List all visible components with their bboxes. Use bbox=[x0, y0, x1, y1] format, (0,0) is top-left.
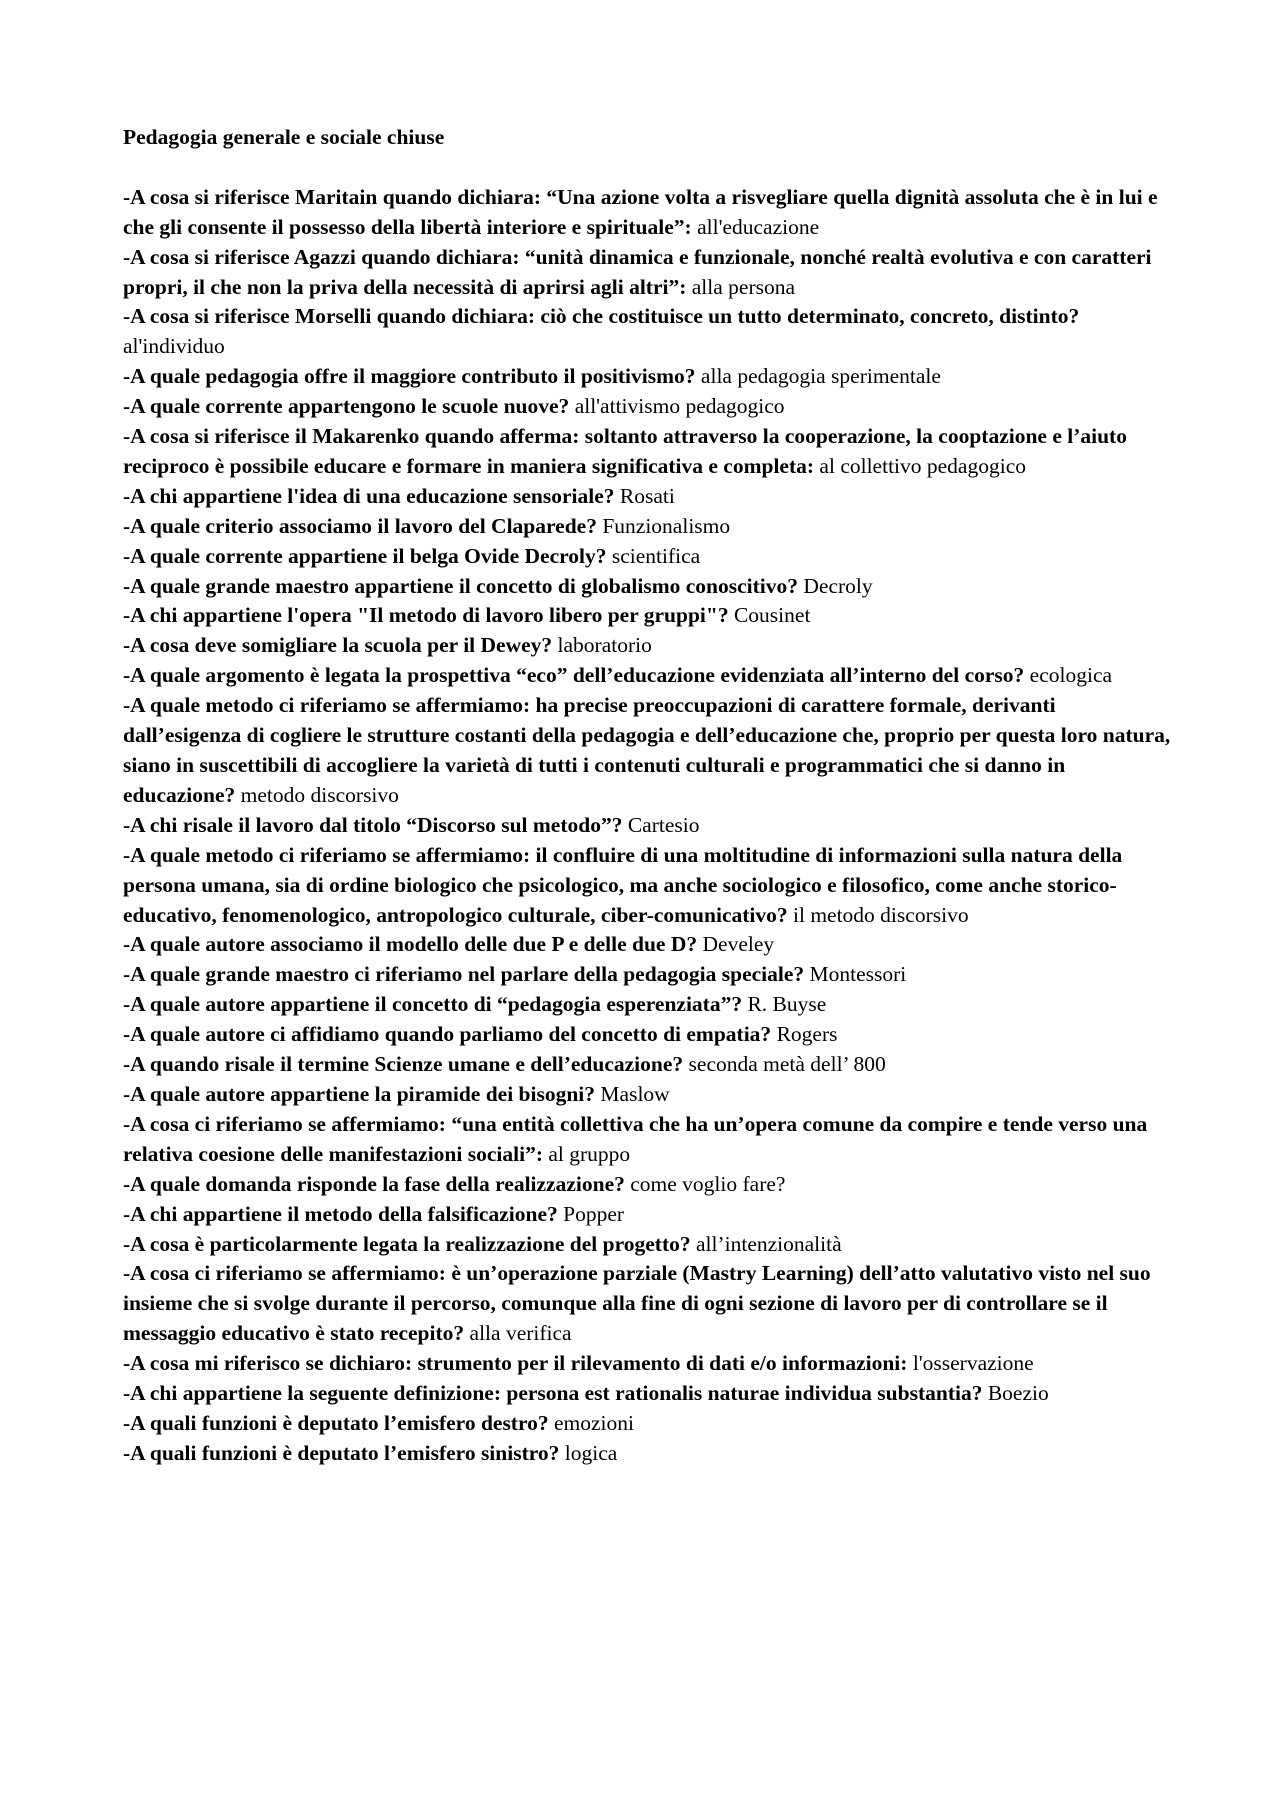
answer-text: all’intenzionalità bbox=[695, 1231, 842, 1256]
question-text: -A chi appartiene l'opera "Il metodo di lavoro libero per gruppi"? bbox=[123, 603, 729, 628]
question-answer-item bbox=[123, 811, 1173, 841]
question-text: -A quale autore ci affidiamo quando parliamo del concetto di empatia? bbox=[123, 1022, 772, 1047]
blank-line bbox=[123, 153, 1173, 183]
question-text: -A quale grande maestro appartiene il concetto di globalismo conoscitivo? bbox=[123, 573, 799, 598]
question-answer-item bbox=[123, 422, 1173, 482]
question-answer-item bbox=[123, 960, 1173, 990]
question-text: -A quale autore appartiene la piramide dei bisogni? bbox=[123, 1081, 596, 1106]
question-answer-item bbox=[123, 930, 1173, 960]
answer-text: Montessori bbox=[809, 962, 907, 987]
answer-text: ecologica bbox=[1029, 663, 1113, 688]
question-answer-item bbox=[123, 1349, 1173, 1379]
question-text: -A chi risale il lavoro dal titolo “Discorso sul metodo”? bbox=[123, 812, 623, 837]
question-answer-item bbox=[123, 1110, 1173, 1170]
question-answer-item bbox=[123, 572, 1173, 602]
question-text: -A chi appartiene il metodo della falsificazione? bbox=[123, 1201, 558, 1226]
question-answer-item bbox=[123, 1259, 1173, 1349]
answer-text: emozioni bbox=[554, 1410, 635, 1435]
question-text: -A chi appartiene la seguente definizione: persona est rationalis naturae individua substantia? bbox=[123, 1381, 983, 1406]
answer-text: Rogers bbox=[776, 1022, 838, 1047]
question-answer-item bbox=[123, 1050, 1173, 1080]
answer-text: l'osservazione bbox=[912, 1351, 1034, 1376]
question-answer-item bbox=[123, 1080, 1173, 1110]
question-text: -A quali funzioni è deputato l’emisfero destro? bbox=[123, 1410, 549, 1435]
answer-text: il metodo discorsivo bbox=[793, 902, 969, 927]
answer-text: R. Buyse bbox=[747, 992, 827, 1017]
question-answer-item bbox=[123, 691, 1173, 811]
answer-text: Cousinet bbox=[733, 603, 811, 628]
question-answer-item bbox=[123, 542, 1173, 572]
question-text: -A quando risale il termine Scienze umane e dell’educazione? bbox=[123, 1052, 684, 1077]
question-answer-item bbox=[123, 1020, 1173, 1050]
question-answer-item bbox=[123, 183, 1173, 243]
question-text: -A quale metodo ci riferiamo se affermiamo: il confluire di una moltitudine di informazioni sulla natura della persona umana, sia di ordine biologico che psicologico, ma anche sociologico e filosofico, come anche storico-educativo, fenomenologico, antropologico culturale, ciber-comunicativo? bbox=[123, 842, 1123, 927]
answer-text: logica bbox=[564, 1440, 618, 1465]
answer-text: seconda metà dell’ 800 bbox=[688, 1052, 886, 1077]
question-answer-item bbox=[123, 990, 1173, 1020]
answer-text: Boezio bbox=[987, 1381, 1049, 1406]
answer-text: laboratorio bbox=[557, 633, 652, 658]
question-text: -A quale autore appartiene il concetto di “pedagogia esperenziata”? bbox=[123, 992, 743, 1017]
document-title: Pedagogia generale e sociale chiuse bbox=[123, 125, 445, 149]
question-text: -A quale grande maestro ci riferiamo nel parlare della pedagogia speciale? bbox=[123, 962, 805, 987]
question-text: -A cosa ci riferiamo se affermiamo: è un’operazione parziale (Mastry Learning) dell’atto valutativo visto nel suo insieme che si svolge durante il percorso, comunque alla fine di ogni sezione di lavoro per di controllare se il messaggio educativo è stato recepito? bbox=[123, 1261, 1151, 1346]
question-answer-item bbox=[123, 392, 1173, 422]
answer-text: all'attivismo pedagogico bbox=[574, 394, 785, 419]
question-answer-item bbox=[123, 841, 1173, 931]
question-answer-item bbox=[123, 1170, 1173, 1200]
question-answer-item bbox=[123, 1230, 1173, 1260]
question-text: -A quali funzioni è deputato l’emisfero sinistro? bbox=[123, 1440, 560, 1465]
question-answer-item bbox=[123, 482, 1173, 512]
question-text: -A cosa mi riferisco se dichiaro: strumento per il rilevamento di dati e/o informazioni: bbox=[123, 1351, 908, 1376]
question-answer-item bbox=[123, 601, 1173, 631]
answer-text: Funzionalismo bbox=[602, 513, 731, 538]
question-text: -A cosa è particolarmente legata la realizzazione del progetto? bbox=[123, 1231, 691, 1256]
question-text: -A quale criterio associamo il lavoro del Claparede? bbox=[123, 513, 597, 538]
answer-text: Decroly bbox=[803, 573, 873, 598]
answer-text: alla persona bbox=[691, 274, 796, 299]
question-text: -A cosa si riferisce Maritain quando dichiara: “Una azione volta a risvegliare quella dignità assoluta che è in lui e che gli consente il possesso della libertà interiore e spirituale”: bbox=[123, 184, 1158, 239]
question-text: -A quale argomento è legata la prospettiva “eco” dell’educazione evidenziata all’interno del corso? bbox=[123, 663, 1025, 688]
question-text: -A quale domanda risponde la fase della realizzazione? bbox=[123, 1171, 625, 1196]
question-text: -A cosa si riferisce Morselli quando dichiara: ciò che costituisce un tutto determinato, concreto, distinto? bbox=[123, 304, 1080, 329]
question-answer-item bbox=[123, 362, 1173, 392]
answer-text: alla pedagogia sperimentale bbox=[700, 364, 941, 389]
answer-text: Rosati bbox=[619, 483, 675, 508]
answer-text: Develey bbox=[702, 932, 775, 957]
question-answer-item bbox=[123, 1409, 1173, 1439]
question-answer-item bbox=[123, 1200, 1173, 1230]
question-text: -A quale autore associamo il modello delle due P e delle due D? bbox=[123, 932, 698, 957]
question-answer-item bbox=[123, 243, 1173, 303]
question-text: -A quale pedagogia offre il maggiore contributo il positivismo? bbox=[123, 364, 696, 389]
question-text: -A quale corrente appartiene il belga Ovide Decroly? bbox=[123, 543, 607, 568]
answer-text: Maslow bbox=[600, 1081, 670, 1106]
answer-text: come voglio fare? bbox=[630, 1171, 786, 1196]
answer-text: scientifica bbox=[611, 543, 701, 568]
question-answer-item bbox=[123, 1379, 1173, 1409]
question-answer-list bbox=[123, 183, 1173, 1469]
answer-text: al collettivo pedagogico bbox=[819, 453, 1026, 478]
answer-text: metodo discorsivo bbox=[240, 782, 399, 807]
question-text: -A chi appartiene l'idea di una educazione sensoriale? bbox=[123, 483, 615, 508]
question-text: -A cosa si riferisce Agazzi quando dichiara: “unità dinamica e funzionale, nonché realtà evolutiva e con caratteri propri, il che non la priva della necessità di aprirsi agli altri”: bbox=[123, 244, 1152, 299]
question-text: -A cosa si riferisce il Makarenko quando afferma: soltanto attraverso la cooperazione, la cooptazione e l’aiuto reciproco è possibile educare e formare in maniera significativa e completa: bbox=[123, 424, 1127, 478]
question-answer-item bbox=[123, 631, 1173, 661]
document-page bbox=[123, 123, 1173, 1469]
question-answer-item bbox=[123, 512, 1173, 542]
answer-text: Cartesio bbox=[627, 812, 700, 837]
question-text: -A quale metodo ci riferiamo se affermiamo: ha precise preoccupazioni di carattere formale, derivanti dall’esigenza di cogliere le strutture costanti della pedagogia e dell’educazione che, proprio per questa loro natura, siano in suscettibili di accogliere la varietà di tutti i contenuti culturali e programmatici che si danno in educazione? bbox=[123, 693, 1171, 807]
answer-text: Popper bbox=[563, 1201, 625, 1226]
question-text: -A quale corrente appartengono le scuole nuove? bbox=[123, 394, 570, 419]
question-answer-item bbox=[123, 302, 1173, 362]
answer-text: al gruppo bbox=[548, 1141, 631, 1166]
question-text: -A cosa deve somigliare la scuola per il Dewey? bbox=[123, 633, 553, 658]
answer-text: alla verifica bbox=[469, 1321, 572, 1346]
answer-text: all'educazione bbox=[697, 214, 820, 239]
question-answer-item bbox=[123, 1439, 1173, 1469]
question-answer-item bbox=[123, 661, 1173, 691]
question-text: -A cosa ci riferiamo se affermiamo: “una entità collettiva che ha un’opera comune da compire e tende verso una relativa coesione delle manifestazioni sociali”: bbox=[123, 1111, 1148, 1166]
answer-text: al'individuo bbox=[123, 334, 225, 359]
